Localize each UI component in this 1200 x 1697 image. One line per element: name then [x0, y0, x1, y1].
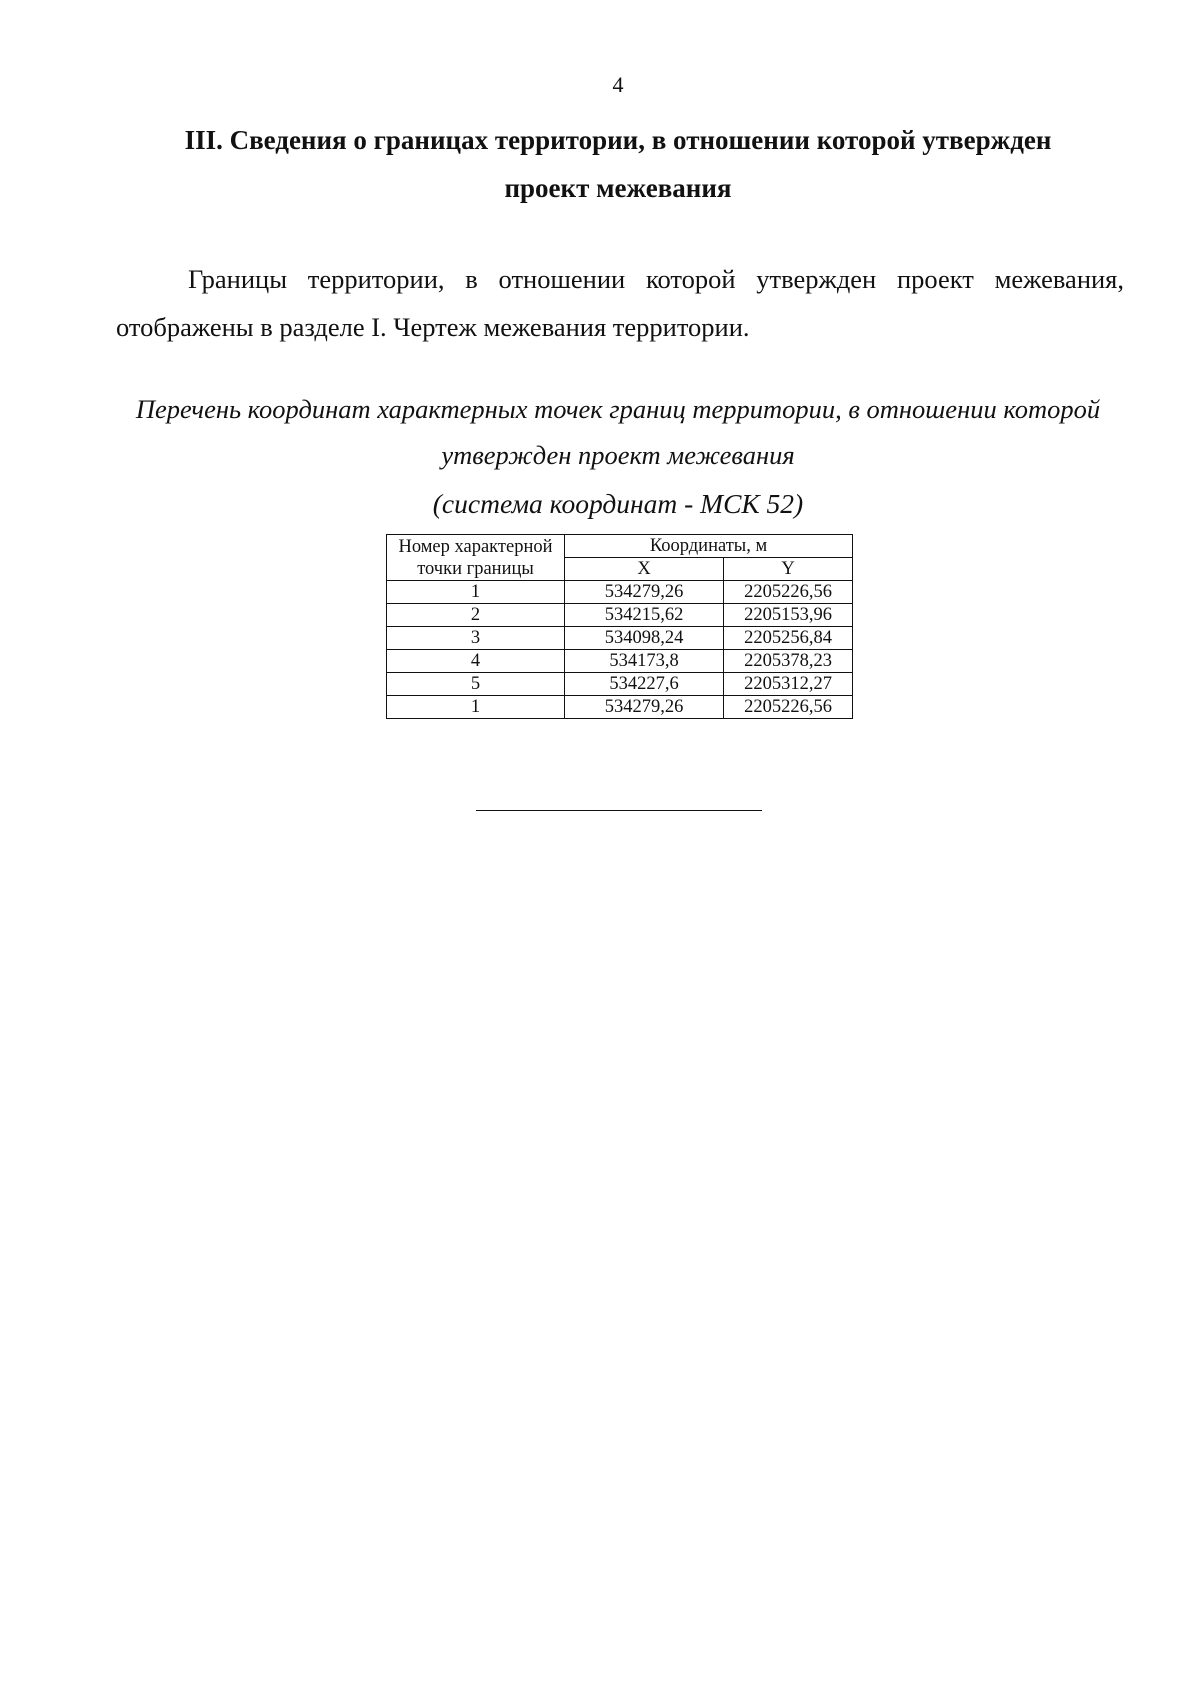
- cell-x: 534173,8: [565, 650, 724, 673]
- cell-point: 2: [387, 604, 565, 627]
- cell-x: 534279,26: [565, 696, 724, 719]
- header-point-number: Номер характерной точки границы: [387, 535, 565, 581]
- section-heading: III. Сведения о границах территории, в отношении которой утвержден проект межевания: [184, 125, 1052, 203]
- coordinates-table: [386, 534, 853, 719]
- page-number: 4: [612, 72, 624, 97]
- table-row: [387, 627, 853, 650]
- cell-x: 534215,62: [565, 604, 724, 627]
- table-row: [387, 650, 853, 673]
- coordinate-system-caption: (система координат - МСК 52): [432, 488, 804, 519]
- table-header-row: [387, 535, 853, 558]
- header-x: X: [565, 558, 724, 581]
- cell-x: 534227,6: [565, 673, 724, 696]
- end-divider-line: [476, 810, 762, 811]
- table-caption-title: Перечень координат характерных точек границ территории, в отношении которой утвержден проект межевания: [135, 394, 1101, 470]
- cell-y: 2205378,23: [724, 650, 853, 673]
- cell-point: 5: [387, 673, 565, 696]
- header-y: Y: [724, 558, 853, 581]
- table-row: [387, 673, 853, 696]
- table-row: [387, 581, 853, 604]
- cell-x: 534279,26: [565, 581, 724, 604]
- table-row: [387, 604, 853, 627]
- cell-y: 2205226,56: [724, 696, 853, 719]
- cell-y: 2205312,27: [724, 673, 853, 696]
- cell-point: 3: [387, 627, 565, 650]
- cell-point: 1: [387, 696, 565, 719]
- cell-point: 4: [387, 650, 565, 673]
- header-coordinates: Координаты, м: [565, 535, 853, 558]
- cell-point: 1: [387, 581, 565, 604]
- body-paragraph: Границы территории, в отношении которой утвержден проект межевания, отображены в разделе I. Чертеж межевания территории.: [116, 264, 1124, 342]
- cell-y: 2205226,56: [724, 581, 853, 604]
- cell-x: 534098,24: [565, 627, 724, 650]
- cell-y: 2205153,96: [724, 604, 853, 627]
- table-row: [387, 696, 853, 719]
- cell-y: 2205256,84: [724, 627, 853, 650]
